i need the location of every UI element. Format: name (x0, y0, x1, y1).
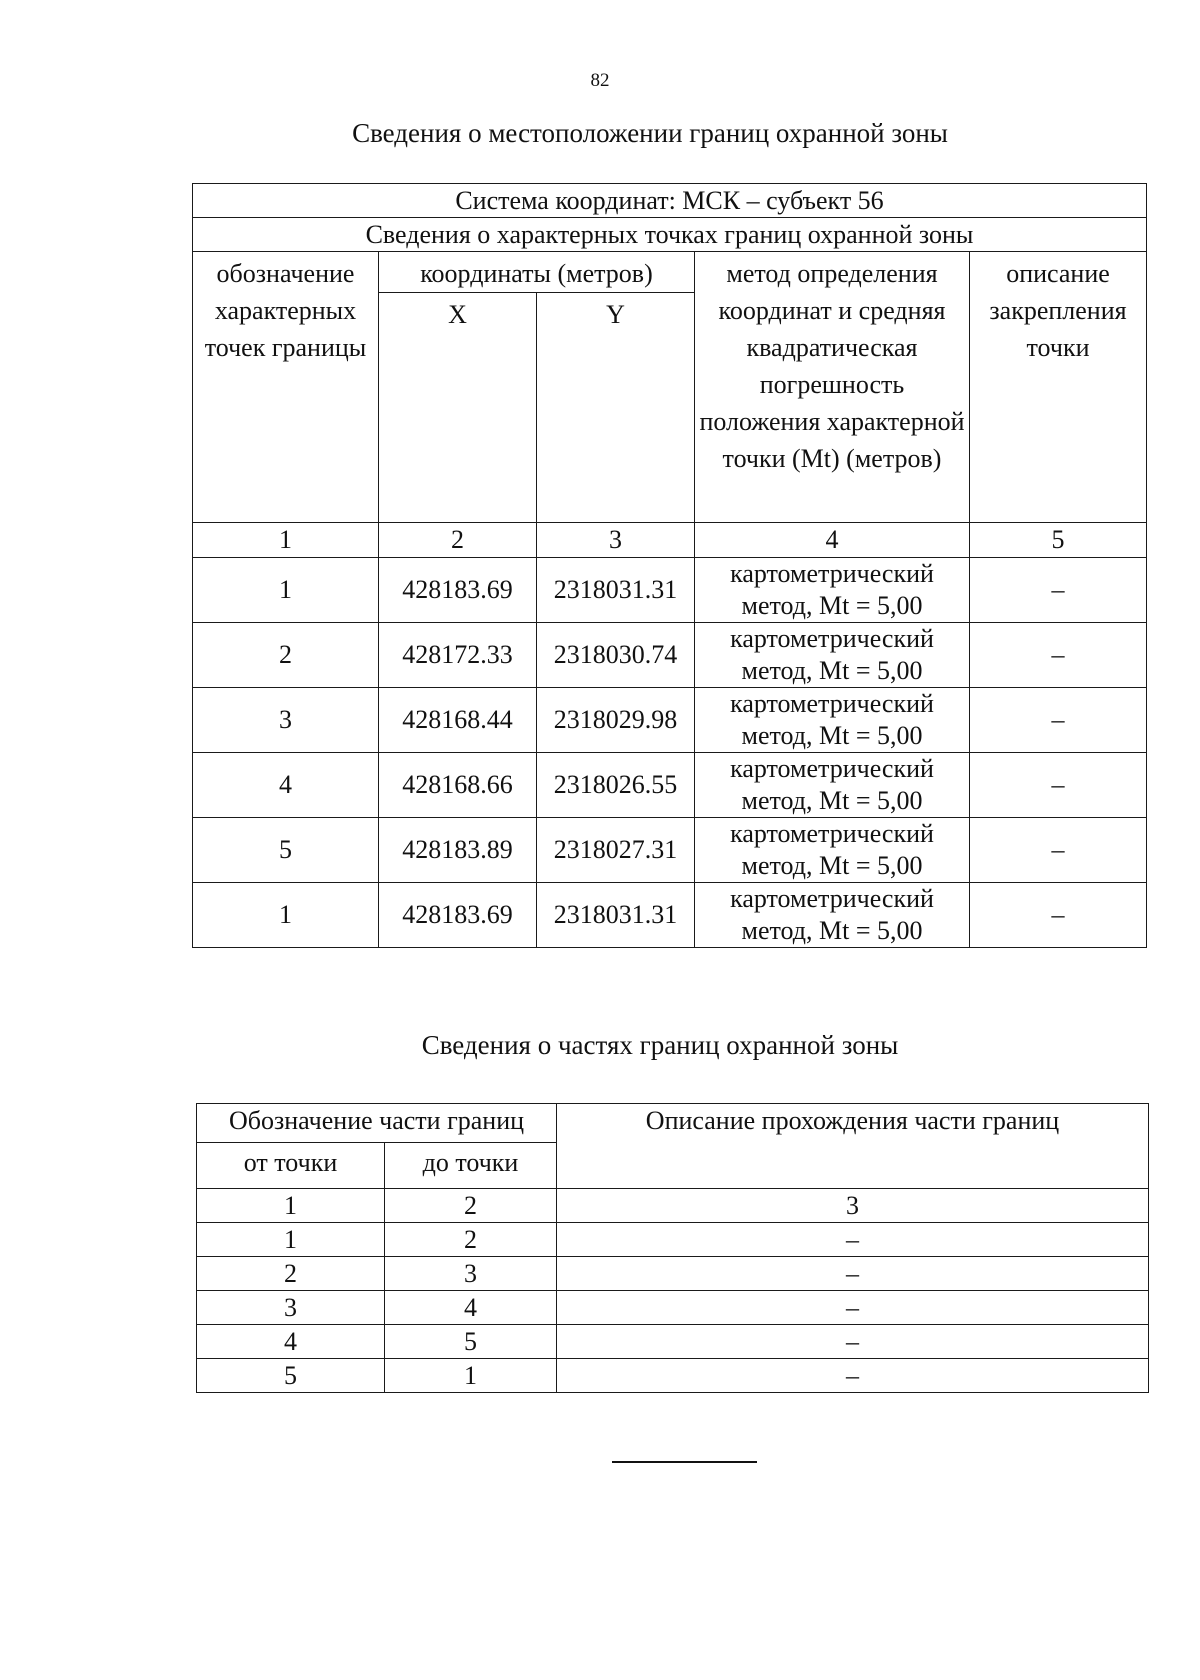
table-row (193, 753, 1147, 818)
x-cell: 428183.69 (379, 558, 537, 623)
fixing-cell: – (970, 558, 1147, 623)
header-method: метод определения координат и средняя квадратическая погрешность положения характерной точки (Mt) (метров) (695, 252, 970, 523)
method-cell: картометрический метод, Mt = 5,00 (695, 688, 970, 753)
column-number: 2 (385, 1189, 557, 1223)
point-cell: 1 (193, 883, 379, 948)
method-cell: картометрический метод, Mt = 5,00 (695, 753, 970, 818)
column-number: 2 (379, 523, 537, 558)
boundary-points-table (192, 183, 1147, 948)
from-cell: 2 (197, 1257, 385, 1291)
table-row (197, 1257, 1149, 1291)
method-cell: картометрический метод, Mt = 5,00 (695, 818, 970, 883)
column-number: 1 (197, 1189, 385, 1223)
fixing-cell: – (970, 818, 1147, 883)
table-row (193, 818, 1147, 883)
method-cell: картометрический метод, Mt = 5,00 (695, 558, 970, 623)
x-cell: 428172.33 (379, 623, 537, 688)
point-cell: 5 (193, 818, 379, 883)
fixing-cell: – (970, 623, 1147, 688)
section-title-boundary-location: Сведения о местоположении границ охранной зоны (352, 118, 948, 148)
table-row (193, 623, 1147, 688)
y-cell: 2318031.31 (537, 558, 695, 623)
point-cell: 4 (193, 753, 379, 818)
y-cell: 2318026.55 (537, 753, 695, 818)
point-cell: 3 (193, 688, 379, 753)
header-to-point: до точки (385, 1143, 557, 1189)
to-cell: 2 (385, 1223, 557, 1257)
page-number: 82 (590, 70, 610, 91)
table-row (197, 1359, 1149, 1393)
column-number: 4 (695, 523, 970, 558)
column-number: 5 (970, 523, 1147, 558)
y-cell: 2318030.74 (537, 623, 695, 688)
point-cell: 1 (193, 558, 379, 623)
from-cell: 4 (197, 1325, 385, 1359)
x-cell: 428183.89 (379, 818, 537, 883)
coordinate-system-header: Система координат: МСК – субъект 56 (193, 184, 1147, 218)
y-cell: 2318031.31 (537, 883, 695, 948)
boundary-parts-table (196, 1103, 1149, 1393)
table-row (197, 1291, 1149, 1325)
to-cell: 3 (385, 1257, 557, 1291)
points-table-subtitle: Сведения о характерных точках границ охранной зоны (193, 218, 1147, 252)
end-separator-line (612, 1461, 757, 1463)
table-row (193, 883, 1147, 948)
header-point-designation: обозначение характерных точек границы (193, 252, 379, 523)
header-description: Описание прохождения части границ (557, 1104, 1149, 1189)
table-row (197, 1223, 1149, 1257)
method-cell: картометрический метод, Mt = 5,00 (695, 623, 970, 688)
to-cell: 5 (385, 1325, 557, 1359)
x-cell: 428183.69 (379, 883, 537, 948)
from-cell: 5 (197, 1359, 385, 1393)
to-cell: 4 (385, 1291, 557, 1325)
column-number: 3 (557, 1189, 1149, 1223)
table-row (193, 558, 1147, 623)
x-cell: 428168.44 (379, 688, 537, 753)
header-part-designation: Обозначение части границ (197, 1104, 557, 1143)
y-cell: 2318027.31 (537, 818, 695, 883)
description-cell: – (557, 1223, 1149, 1257)
header-x: X (379, 293, 537, 523)
section-title-boundary-parts: Сведения о частях границ охранной зоны (421, 1030, 899, 1060)
fixing-cell: – (970, 883, 1147, 948)
point-cell: 2 (193, 623, 379, 688)
header-y: Y (537, 293, 695, 523)
description-cell: – (557, 1291, 1149, 1325)
y-cell: 2318029.98 (537, 688, 695, 753)
from-cell: 3 (197, 1291, 385, 1325)
header-coordinates: координаты (метров) (379, 252, 695, 293)
fixing-cell: – (970, 688, 1147, 753)
table-row (197, 1325, 1149, 1359)
table-row (193, 688, 1147, 753)
header-fixing: описание закрепления точки (970, 252, 1147, 523)
to-cell: 1 (385, 1359, 557, 1393)
description-cell: – (557, 1359, 1149, 1393)
description-cell: – (557, 1325, 1149, 1359)
description-cell: – (557, 1257, 1149, 1291)
header-from-point: от точки (197, 1143, 385, 1189)
x-cell: 428168.66 (379, 753, 537, 818)
method-cell: картометрический метод, Mt = 5,00 (695, 883, 970, 948)
fixing-cell: – (970, 753, 1147, 818)
column-number: 1 (193, 523, 379, 558)
from-cell: 1 (197, 1223, 385, 1257)
column-number: 3 (537, 523, 695, 558)
